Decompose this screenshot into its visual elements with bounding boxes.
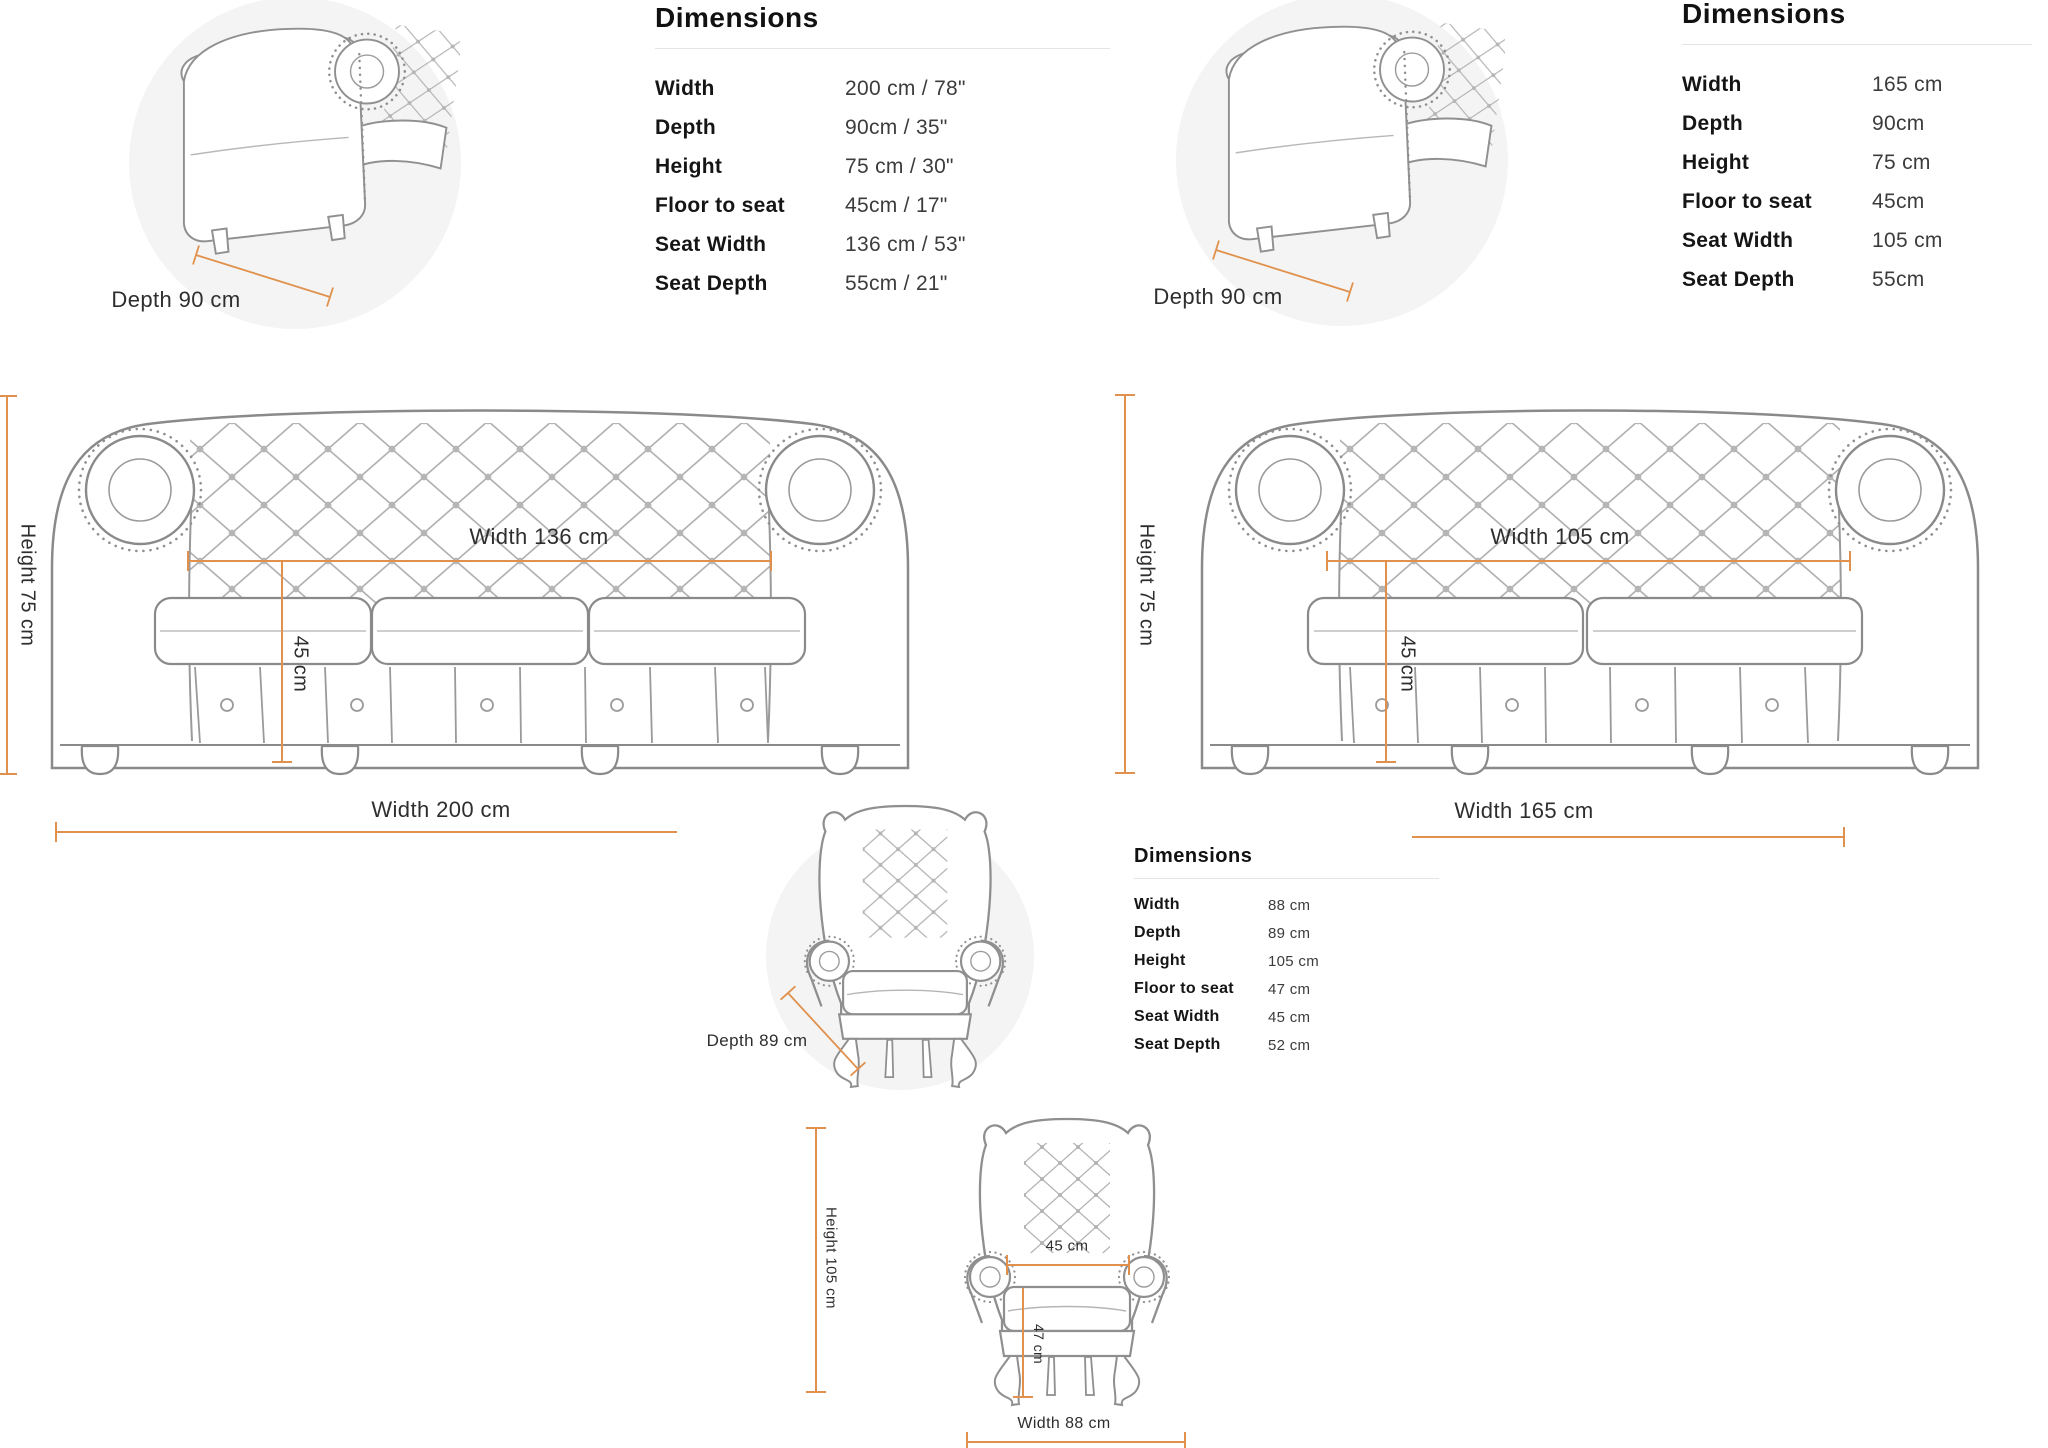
height-dimension-line-three-seater bbox=[6, 395, 8, 775]
two-seater-front-sketch bbox=[1190, 393, 1990, 783]
spec-label: Width bbox=[1134, 896, 1180, 913]
height-label-wing-chair: Height 105 cm bbox=[822, 1207, 840, 1309]
three-seater-corner-sketch bbox=[150, 10, 460, 260]
spec-value: 75 cm bbox=[1872, 150, 1931, 174]
spec-value: 136 cm / 53" bbox=[845, 232, 966, 256]
seat-width-label-three-seater: Width 136 cm bbox=[469, 524, 609, 549]
spec-value: 90cm / 35" bbox=[845, 115, 948, 139]
tick bbox=[1128, 1255, 1130, 1275]
spec-value: 105 cm bbox=[1872, 228, 1943, 252]
spec-row bbox=[1682, 104, 2032, 143]
table-divider bbox=[1134, 878, 1439, 879]
spec-value: 90cm bbox=[1872, 111, 1925, 135]
spec-value: 55cm bbox=[1872, 267, 1925, 291]
width-label-two-seater: Width 165 cm bbox=[1454, 798, 1594, 823]
spec-row bbox=[1134, 1031, 1439, 1059]
depth-label-wing-chair: Depth 89 cm bbox=[706, 1031, 808, 1050]
spec-row bbox=[655, 147, 1110, 186]
tick bbox=[1013, 1396, 1033, 1398]
spec-label: Seat Width bbox=[1682, 228, 1794, 252]
width-dimension-line-wing-chair bbox=[966, 1441, 1186, 1443]
spec-value: 165 cm bbox=[1872, 72, 1943, 96]
seat-width-dimension-line-wing-chair bbox=[1006, 1264, 1130, 1266]
tick bbox=[0, 395, 17, 397]
spec-label: Floor to seat bbox=[655, 193, 785, 217]
height-label-three-seater: Height 75 cm bbox=[16, 523, 39, 647]
spec-row bbox=[655, 108, 1110, 147]
spec-row bbox=[1134, 919, 1439, 947]
spec-row bbox=[655, 264, 1110, 303]
three-seater-front-sketch bbox=[40, 393, 920, 783]
tick bbox=[1376, 761, 1396, 763]
height-dimension-line-wing-chair bbox=[815, 1127, 817, 1393]
spec-value: 55cm / 21" bbox=[845, 271, 948, 295]
tick bbox=[806, 1127, 826, 1129]
tick bbox=[1849, 551, 1851, 571]
width-label-wing-chair: Width 88 cm bbox=[1017, 1415, 1111, 1432]
dimensions-table-title: Dimensions bbox=[1682, 0, 1846, 29]
seat-width-label-two-seater: Width 105 cm bbox=[1490, 524, 1630, 549]
tick bbox=[966, 1432, 968, 1448]
width-dimension-line-two-seater bbox=[1412, 836, 1845, 838]
spec-label: Seat Width bbox=[655, 232, 767, 256]
spec-row bbox=[1682, 182, 2032, 221]
spec-row bbox=[1134, 975, 1439, 1003]
seat-width-dimension-line-three-seater bbox=[187, 560, 772, 562]
width-dimension-line-three-seater bbox=[55, 831, 677, 833]
dimensions-table-three-seater bbox=[655, 2, 1110, 303]
floor-to-seat-dimension-line-wing-chair bbox=[1022, 1288, 1024, 1398]
spec-label: Seat Depth bbox=[1682, 267, 1795, 291]
height-dimension-line-two-seater bbox=[1124, 394, 1126, 774]
spec-label: Seat Width bbox=[1134, 1008, 1220, 1025]
depth-label-two-seater: Depth 90 cm bbox=[1153, 284, 1283, 309]
tick bbox=[770, 551, 772, 571]
tick bbox=[806, 1391, 826, 1393]
spec-label: Width bbox=[655, 76, 715, 100]
spec-row bbox=[1134, 1003, 1439, 1031]
spec-value: 88 cm bbox=[1268, 896, 1311, 914]
spec-value: 47 cm bbox=[1268, 980, 1311, 998]
spec-label: Depth bbox=[1682, 111, 1743, 135]
width-label-three-seater: Width 200 cm bbox=[371, 797, 511, 822]
spec-label: Height bbox=[1134, 952, 1186, 969]
spec-value: 200 cm / 78" bbox=[845, 76, 966, 100]
spec-row bbox=[1682, 221, 2032, 260]
spec-value: 45cm bbox=[1872, 189, 1925, 213]
table-divider bbox=[1682, 44, 2032, 45]
spec-label: Seat Depth bbox=[655, 271, 768, 295]
height-label-two-seater: Height 75 cm bbox=[1135, 523, 1158, 647]
seat-height-dimension-line-three-seater bbox=[281, 562, 283, 763]
spec-row bbox=[1682, 143, 2032, 182]
spec-label: Seat Depth bbox=[1134, 1036, 1221, 1053]
seat-height-label-three-seater: 45 cm bbox=[289, 635, 312, 693]
dimensions-table-two-seater bbox=[1682, 0, 2032, 299]
spec-value: 89 cm bbox=[1268, 924, 1311, 942]
spec-row bbox=[1134, 891, 1439, 919]
tick bbox=[272, 761, 292, 763]
seat-height-dimension-line-two-seater bbox=[1385, 562, 1387, 763]
spec-label: Height bbox=[655, 154, 723, 178]
tick bbox=[0, 773, 17, 775]
spec-value: 105 cm bbox=[1268, 952, 1319, 970]
spec-label: Depth bbox=[655, 115, 716, 139]
spec-value: 75 cm / 30" bbox=[845, 154, 954, 178]
spec-value: 45 cm bbox=[1268, 1008, 1311, 1026]
spec-label: Floor to seat bbox=[1682, 189, 1812, 213]
tick bbox=[1326, 551, 1328, 571]
spec-label: Floor to seat bbox=[1134, 980, 1234, 997]
tick bbox=[1115, 394, 1135, 396]
spec-label: Height bbox=[1682, 150, 1750, 174]
spec-row bbox=[1134, 947, 1439, 975]
spec-label: Width bbox=[1682, 72, 1742, 96]
tick bbox=[187, 551, 189, 571]
seat-width-dimension-line-two-seater bbox=[1326, 560, 1851, 562]
depth-label-three-seater: Depth 90 cm bbox=[111, 287, 241, 312]
dimensions-table-wing-chair bbox=[1134, 845, 1439, 1059]
spec-row bbox=[655, 186, 1110, 225]
spec-row bbox=[1682, 260, 2032, 299]
tick bbox=[1184, 1432, 1186, 1448]
spec-value: 52 cm bbox=[1268, 1036, 1311, 1054]
seat-height-label-two-seater: 45 cm bbox=[1396, 635, 1419, 693]
table-divider bbox=[655, 48, 1110, 49]
tick bbox=[1115, 772, 1135, 774]
wing-chair-front-sketch bbox=[952, 1115, 1182, 1407]
spec-row bbox=[1682, 65, 2032, 104]
seat-width-label-wing-chair: 45 cm bbox=[1045, 1237, 1089, 1255]
spec-row bbox=[655, 225, 1110, 264]
spec-value: 45cm / 17" bbox=[845, 193, 948, 217]
dimensions-table-title: Dimensions bbox=[1134, 845, 1253, 867]
dimensions-table-title: Dimensions bbox=[655, 2, 819, 33]
floor-to-seat-label-wing-chair: 47 cm bbox=[1031, 1323, 1047, 1365]
two-seater-corner-sketch bbox=[1195, 8, 1505, 258]
tick bbox=[1006, 1255, 1008, 1275]
tick bbox=[1843, 827, 1845, 847]
spec-row bbox=[655, 69, 1110, 108]
spec-label: Depth bbox=[1134, 924, 1181, 941]
tick bbox=[55, 822, 57, 842]
